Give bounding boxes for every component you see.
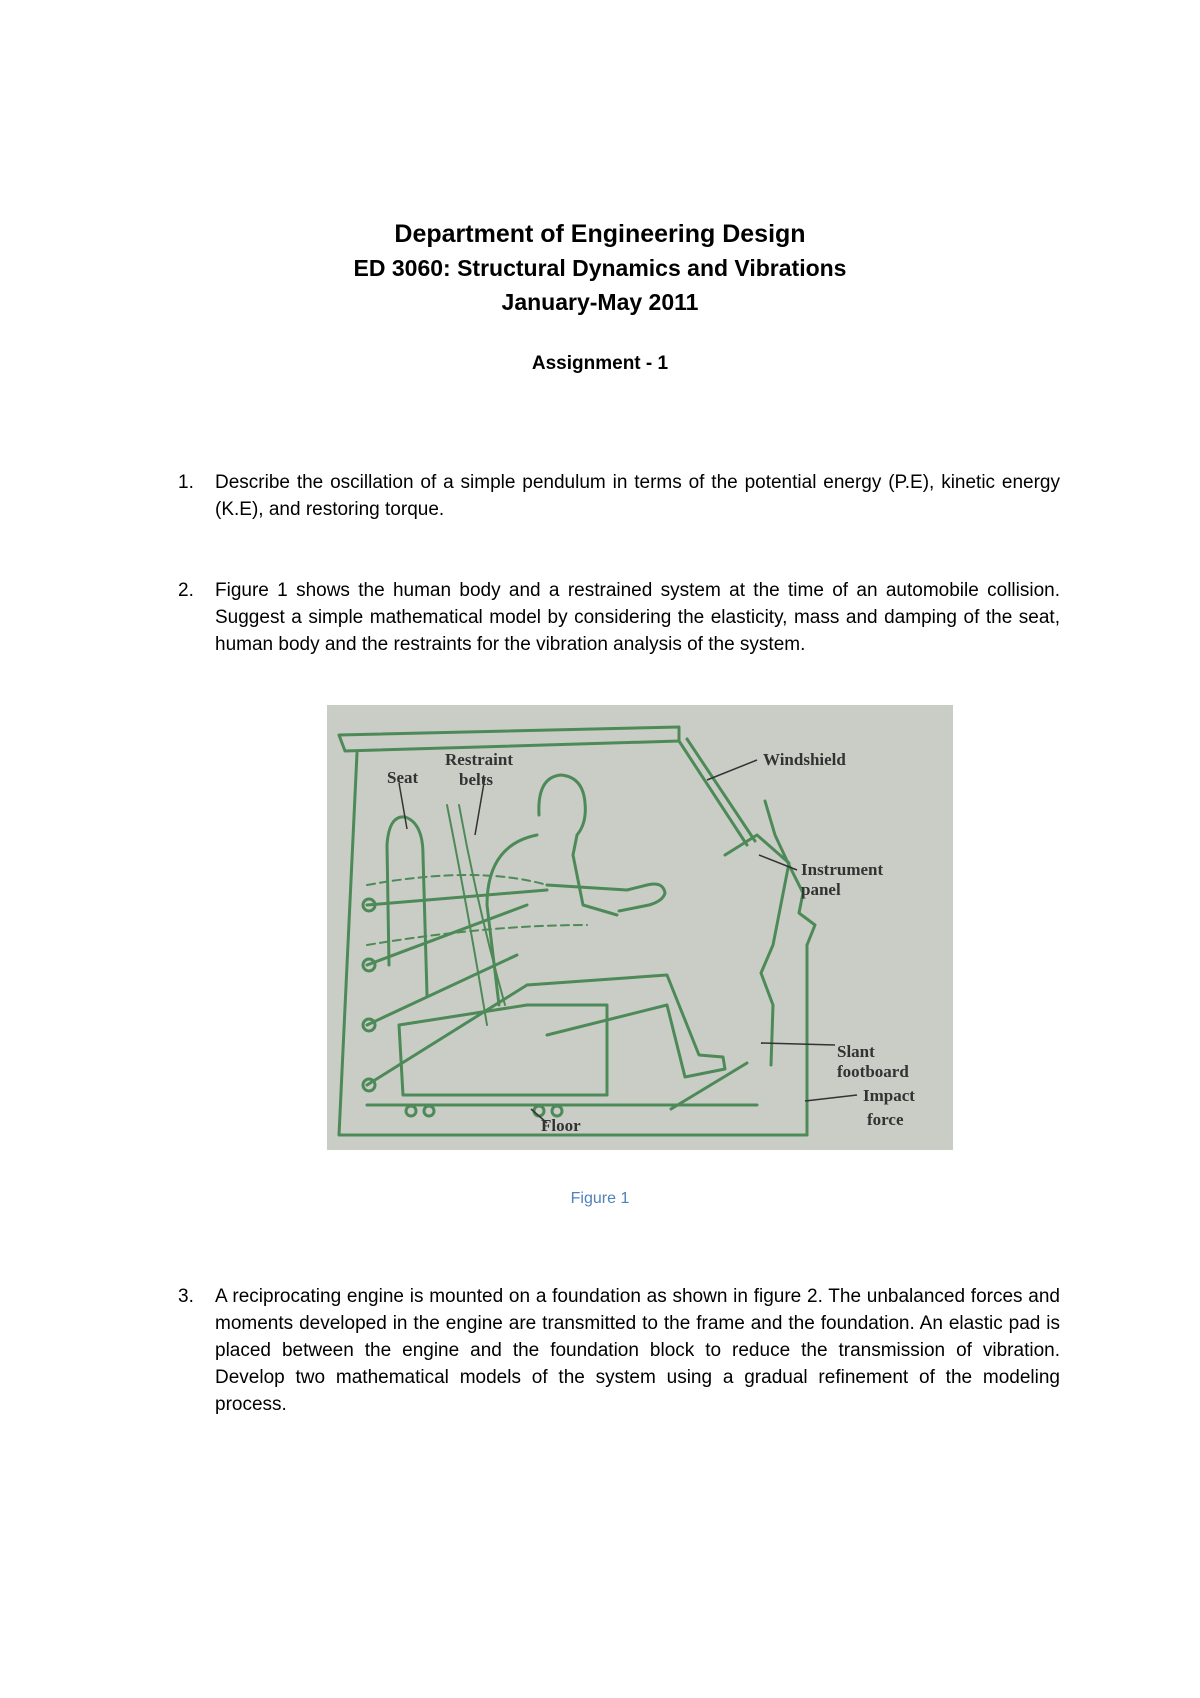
- question-number: 3.: [178, 1286, 194, 1307]
- occupant-legs: [527, 975, 725, 1077]
- course-title: ED 3060: Structural Dynamics and Vibrations: [353, 255, 847, 281]
- label-seat: Seat: [387, 768, 419, 787]
- question-number: 1.: [178, 472, 194, 493]
- instrument-panel: [725, 835, 789, 1065]
- occupant-arm: [547, 884, 665, 911]
- vehicle-frame: [339, 753, 815, 1135]
- document-header: [0, 217, 1200, 319]
- assignment-title: Assignment - 1: [531, 353, 669, 374]
- figure-1-caption: Figure 1: [570, 1190, 630, 1207]
- label-force: force: [867, 1110, 904, 1129]
- question-text: Figure 1 shows the human body and a restrained system at the time of an automobile collision. Suggest a simple mathematical model by considering the elasticity, mass and damping of the seat, human body and the restraints for the vibration analysis of the system.: [215, 580, 1060, 655]
- department-title: Department of Engineering Design: [394, 220, 806, 248]
- figure-1-image: [327, 705, 953, 1150]
- leader-lines: [399, 760, 857, 1123]
- label-belts: belts: [459, 770, 493, 789]
- question-2: [178, 577, 1060, 658]
- roof-line: [339, 727, 679, 751]
- label-restraint: Restraint: [445, 750, 513, 769]
- question-text: Describe the oscillation of a simple pendulum in terms of the potential energy (P.E), kinetic energy (K.E), and restoring torque.: [215, 472, 1060, 520]
- label-floor: Floor: [541, 1116, 581, 1135]
- seat-cushion: [399, 1005, 607, 1095]
- collision-diagram: [327, 705, 953, 1150]
- label-slant: Slant: [837, 1042, 875, 1061]
- label-instrument: Instrument: [801, 860, 884, 879]
- seat-rails: [367, 890, 547, 1085]
- question-number: 2.: [178, 580, 194, 601]
- label-panel: panel: [801, 880, 841, 899]
- term-title: January-May 2011: [501, 289, 699, 315]
- occupant-head: [539, 775, 585, 855]
- question-text: A reciprocating engine is mounted on a foundation as shown in figure 2. The unbalanced forces and moments developed in the engine are transmitted to the frame and the foundation. An elastic pad is placed between the engine and the foundation block to reduce the transmission of vibration. Develop two mathematical models of the system using a gradual refinement of the modeling process.: [215, 1286, 1060, 1415]
- question-1: [178, 469, 1060, 523]
- label-footboard: footboard: [837, 1062, 909, 1081]
- label-impact: Impact: [863, 1086, 915, 1105]
- seat-back: [387, 817, 427, 995]
- windshield: [679, 739, 755, 845]
- label-windshield: Windshield: [763, 750, 846, 769]
- question-3: [178, 1283, 1060, 1418]
